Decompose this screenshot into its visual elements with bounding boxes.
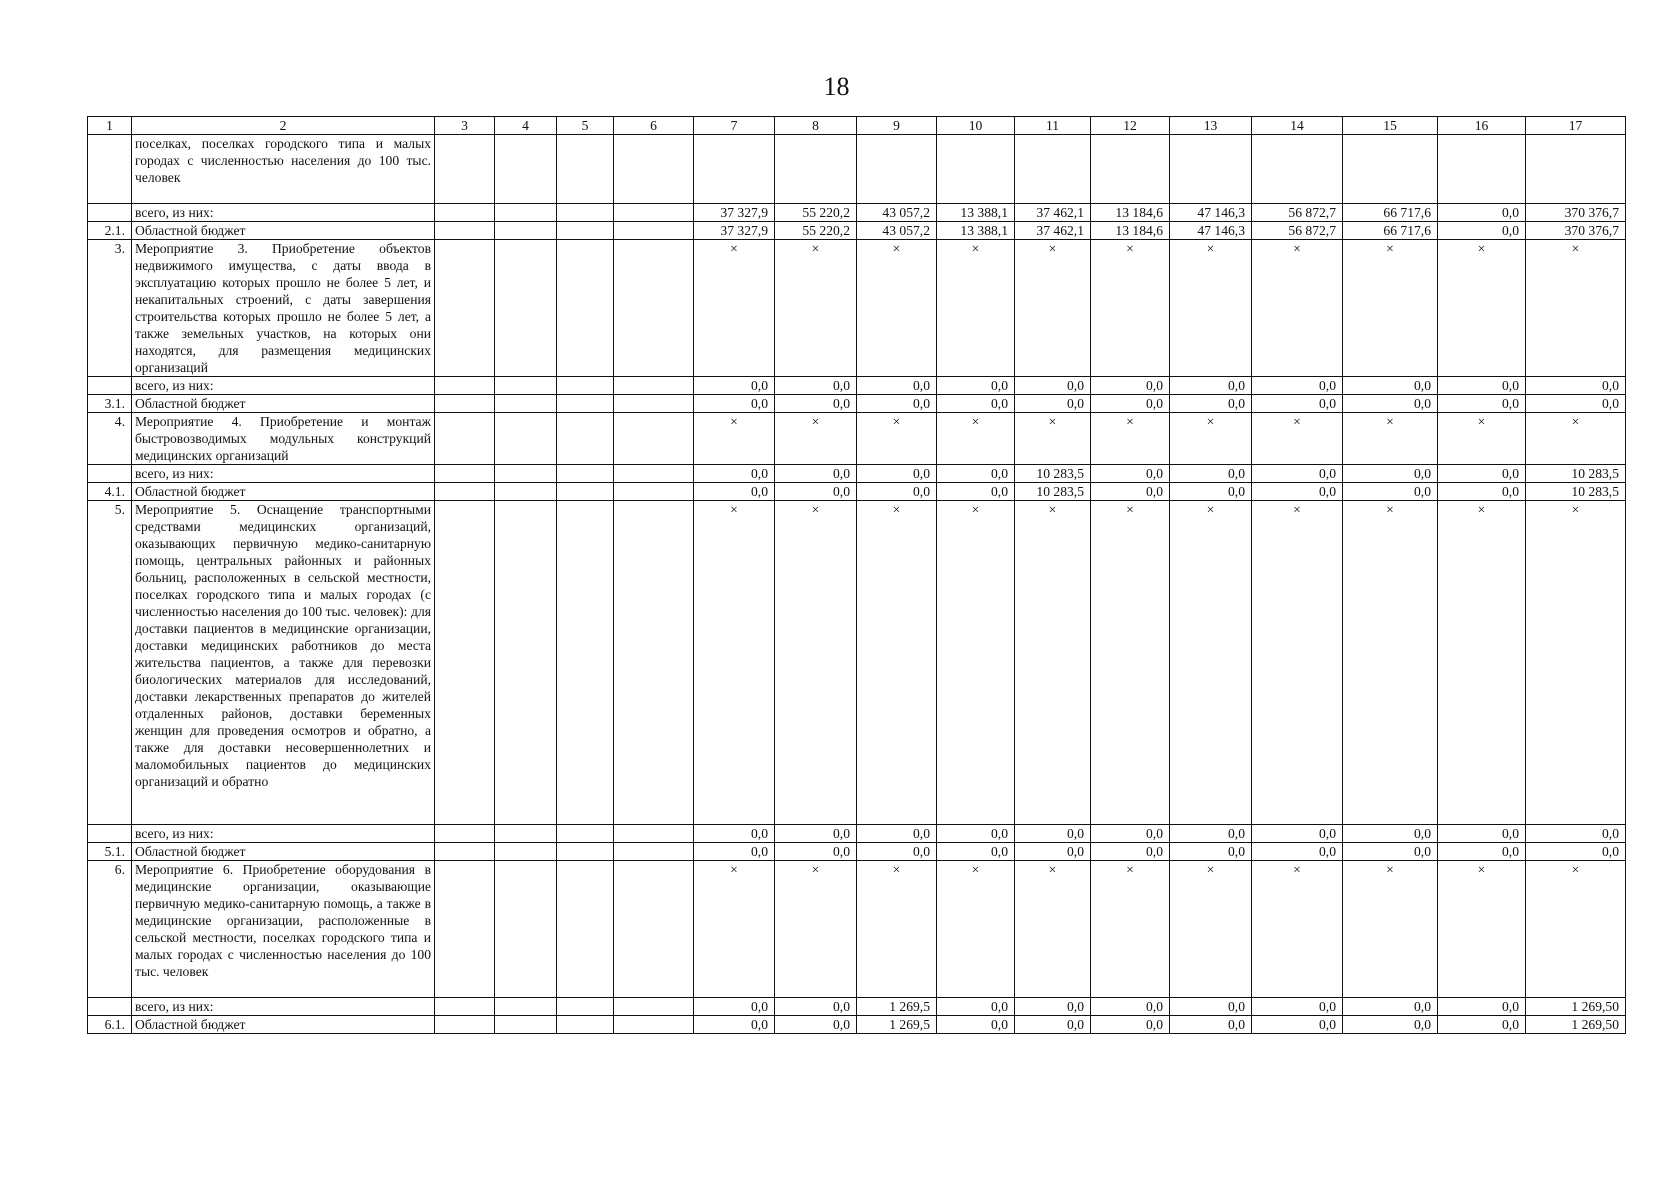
amount-cell: 0,0 xyxy=(694,1016,775,1034)
amount-cell: 0,0 xyxy=(1091,395,1170,413)
not-applicable-mark xyxy=(1170,135,1252,204)
amount-cell: 0,0 xyxy=(1252,465,1343,483)
amount-cell: 66 717,6 xyxy=(1343,222,1438,240)
page-number: 18 xyxy=(823,72,850,101)
not-applicable-mark: × xyxy=(775,861,857,998)
amount-cell: 0,0 xyxy=(1170,395,1252,413)
empty-cell xyxy=(557,135,614,204)
row-number: 5.1. xyxy=(88,843,132,861)
amount-cell: 10 283,5 xyxy=(1526,465,1626,483)
empty-cell xyxy=(557,483,614,501)
amount-row xyxy=(88,377,1626,395)
empty-cell xyxy=(435,825,495,843)
amount-cell: 0,0 xyxy=(1015,395,1091,413)
empty-cell xyxy=(614,861,694,998)
amount-row xyxy=(88,1016,1626,1034)
empty-cell xyxy=(495,222,557,240)
empty-cell xyxy=(557,998,614,1016)
amount-cell: 0,0 xyxy=(775,1016,857,1034)
row-number: 4.1. xyxy=(88,483,132,501)
amount-cell: 0,0 xyxy=(775,843,857,861)
funding-label: всего, из них: xyxy=(132,998,435,1016)
row-number xyxy=(88,135,132,204)
not-applicable-mark: × xyxy=(1343,501,1438,825)
amount-cell: 0,0 xyxy=(1091,843,1170,861)
funding-label: Областной бюджет xyxy=(132,1016,435,1034)
empty-cell xyxy=(435,240,495,377)
amount-cell: 0,0 xyxy=(937,395,1015,413)
measure-description: Мероприятие 6. Приобретение оборудования в медицинские организации, оказывающие первичную медико-санитарную помощь, а также в медицинские организации, расположенные в сельской местности, поселках городского типа и малых городах с численностью населения до 100 тыс. человек xyxy=(132,861,435,998)
amount-cell: 0,0 xyxy=(1091,998,1170,1016)
row-number xyxy=(88,204,132,222)
empty-cell xyxy=(557,843,614,861)
amount-cell: 10 283,5 xyxy=(1526,483,1626,501)
amount-cell: 0,0 xyxy=(937,465,1015,483)
amount-cell: 0,0 xyxy=(1170,483,1252,501)
amount-cell: 0,0 xyxy=(1170,998,1252,1016)
empty-cell xyxy=(495,465,557,483)
not-applicable-mark: × xyxy=(1015,861,1091,998)
not-applicable-mark: × xyxy=(1252,240,1343,377)
empty-cell xyxy=(495,501,557,825)
amount-cell: 1 269,50 xyxy=(1526,1016,1626,1034)
empty-cell xyxy=(557,465,614,483)
amount-cell: 43 057,2 xyxy=(857,204,937,222)
empty-cell xyxy=(495,413,557,465)
empty-cell xyxy=(614,825,694,843)
not-applicable-mark xyxy=(775,135,857,204)
empty-cell xyxy=(435,413,495,465)
empty-cell xyxy=(435,135,495,204)
amount-cell: 0,0 xyxy=(775,998,857,1016)
not-applicable-mark xyxy=(1526,135,1626,204)
not-applicable-mark xyxy=(857,135,937,204)
amount-row xyxy=(88,222,1626,240)
not-applicable-mark xyxy=(1252,135,1343,204)
amount-cell: 0,0 xyxy=(1091,1016,1170,1034)
amount-cell: 0,0 xyxy=(1091,465,1170,483)
amount-cell: 0,0 xyxy=(694,395,775,413)
amount-cell: 0,0 xyxy=(1252,843,1343,861)
not-applicable-mark: × xyxy=(1526,240,1626,377)
amount-cell: 0,0 xyxy=(1170,377,1252,395)
empty-cell xyxy=(557,204,614,222)
amount-cell: 370 376,7 xyxy=(1526,204,1626,222)
amount-row xyxy=(88,204,1626,222)
not-applicable-mark: × xyxy=(1438,413,1526,465)
amount-cell: 55 220,2 xyxy=(775,222,857,240)
row-number: 6. xyxy=(88,861,132,998)
empty-cell xyxy=(435,395,495,413)
amount-cell: 0,0 xyxy=(1252,395,1343,413)
row-number xyxy=(88,825,132,843)
empty-cell xyxy=(435,843,495,861)
amount-cell: 13 184,6 xyxy=(1091,204,1170,222)
not-applicable-mark xyxy=(937,135,1015,204)
empty-cell xyxy=(614,1016,694,1034)
empty-cell xyxy=(495,861,557,998)
amount-cell: 0,0 xyxy=(775,395,857,413)
not-applicable-mark: × xyxy=(1015,501,1091,825)
amount-cell: 0,0 xyxy=(694,843,775,861)
funding-label: Областной бюджет xyxy=(132,395,435,413)
amount-cell: 0,0 xyxy=(694,483,775,501)
header-cell: 3 xyxy=(435,117,495,135)
amount-cell: 0,0 xyxy=(857,395,937,413)
amount-cell: 37 462,1 xyxy=(1015,204,1091,222)
not-applicable-mark: × xyxy=(1526,861,1626,998)
amount-cell: 10 283,5 xyxy=(1015,465,1091,483)
amount-row xyxy=(88,843,1626,861)
not-applicable-mark xyxy=(1015,135,1091,204)
not-applicable-mark: × xyxy=(694,501,775,825)
not-applicable-mark: × xyxy=(937,861,1015,998)
not-applicable-mark: × xyxy=(1170,861,1252,998)
not-applicable-mark: × xyxy=(1170,413,1252,465)
not-applicable-mark: × xyxy=(1438,861,1526,998)
not-applicable-mark: × xyxy=(937,240,1015,377)
amount-cell: 0,0 xyxy=(1252,998,1343,1016)
measure-description-row xyxy=(88,861,1626,998)
empty-cell xyxy=(614,135,694,204)
empty-cell xyxy=(614,998,694,1016)
amount-cell: 370 376,7 xyxy=(1526,222,1626,240)
amount-cell: 0,0 xyxy=(1438,395,1526,413)
amount-row xyxy=(88,998,1626,1016)
empty-cell xyxy=(557,413,614,465)
amount-cell: 0,0 xyxy=(1438,483,1526,501)
amount-cell: 37 327,9 xyxy=(694,204,775,222)
amount-cell: 0,0 xyxy=(1343,465,1438,483)
not-applicable-mark: × xyxy=(857,413,937,465)
not-applicable-mark: × xyxy=(1015,413,1091,465)
row-number xyxy=(88,465,132,483)
amount-row xyxy=(88,395,1626,413)
amount-cell: 43 057,2 xyxy=(857,222,937,240)
not-applicable-mark: × xyxy=(937,501,1015,825)
empty-cell xyxy=(614,240,694,377)
not-applicable-mark: × xyxy=(937,413,1015,465)
amount-cell: 0,0 xyxy=(694,465,775,483)
amount-cell: 0,0 xyxy=(857,483,937,501)
header-cell: 1 xyxy=(88,117,132,135)
budget-table xyxy=(87,116,1626,1034)
empty-cell xyxy=(557,861,614,998)
amount-cell: 0,0 xyxy=(1343,395,1438,413)
not-applicable-mark: × xyxy=(857,240,937,377)
header-cell: 10 xyxy=(937,117,1015,135)
not-applicable-mark: × xyxy=(857,501,937,825)
amount-cell: 37 462,1 xyxy=(1015,222,1091,240)
amount-cell: 0,0 xyxy=(857,377,937,395)
header-cell: 14 xyxy=(1252,117,1343,135)
amount-cell: 0,0 xyxy=(1343,998,1438,1016)
amount-cell: 0,0 xyxy=(1252,377,1343,395)
amount-cell: 47 146,3 xyxy=(1170,204,1252,222)
empty-cell xyxy=(614,501,694,825)
amount-row xyxy=(88,825,1626,843)
header-cell: 16 xyxy=(1438,117,1526,135)
amount-cell: 0,0 xyxy=(937,998,1015,1016)
not-applicable-mark: × xyxy=(1091,240,1170,377)
not-applicable-mark: × xyxy=(1170,501,1252,825)
amount-cell: 0,0 xyxy=(775,377,857,395)
amount-cell: 13 388,1 xyxy=(937,222,1015,240)
empty-cell xyxy=(495,377,557,395)
not-applicable-mark: × xyxy=(857,861,937,998)
amount-cell: 0,0 xyxy=(1252,825,1343,843)
row-number: 3. xyxy=(88,240,132,377)
amount-cell: 0,0 xyxy=(775,483,857,501)
funding-label: Областной бюджет xyxy=(132,222,435,240)
amount-cell: 0,0 xyxy=(1526,843,1626,861)
header-cell: 9 xyxy=(857,117,937,135)
amount-cell: 0,0 xyxy=(857,843,937,861)
amount-cell: 0,0 xyxy=(1015,825,1091,843)
amount-cell: 0,0 xyxy=(1252,483,1343,501)
not-applicable-mark xyxy=(694,135,775,204)
not-applicable-mark: × xyxy=(775,501,857,825)
header-cell: 2 xyxy=(132,117,435,135)
amount-cell: 0,0 xyxy=(694,998,775,1016)
amount-cell: 13 184,6 xyxy=(1091,222,1170,240)
amount-cell: 0,0 xyxy=(1015,1016,1091,1034)
empty-cell xyxy=(614,222,694,240)
amount-cell: 47 146,3 xyxy=(1170,222,1252,240)
amount-cell: 0,0 xyxy=(937,377,1015,395)
not-applicable-mark xyxy=(1438,135,1526,204)
measure-description: поселках, поселках городского типа и малых городах с численностью населения до 100 тыс. человек xyxy=(132,135,435,204)
amount-cell: 0,0 xyxy=(1343,1016,1438,1034)
amount-cell: 0,0 xyxy=(1438,377,1526,395)
amount-cell: 0,0 xyxy=(937,825,1015,843)
measure-description-row xyxy=(88,501,1626,825)
header-cell: 15 xyxy=(1343,117,1438,135)
amount-cell: 0,0 xyxy=(1170,1016,1252,1034)
amount-cell: 37 327,9 xyxy=(694,222,775,240)
empty-cell xyxy=(435,483,495,501)
not-applicable-mark: × xyxy=(775,413,857,465)
not-applicable-mark: × xyxy=(1015,240,1091,377)
empty-cell xyxy=(495,204,557,222)
funding-label: Областной бюджет xyxy=(132,483,435,501)
amount-cell: 0,0 xyxy=(1438,222,1526,240)
amount-cell: 13 388,1 xyxy=(937,204,1015,222)
amount-cell: 1 269,5 xyxy=(857,1016,937,1034)
amount-cell: 56 872,7 xyxy=(1252,222,1343,240)
funding-label: всего, из них: xyxy=(132,204,435,222)
amount-cell: 0,0 xyxy=(1438,465,1526,483)
amount-cell: 55 220,2 xyxy=(775,204,857,222)
amount-cell: 0,0 xyxy=(1343,843,1438,861)
amount-row xyxy=(88,465,1626,483)
amount-cell: 0,0 xyxy=(1526,825,1626,843)
header-cell: 12 xyxy=(1091,117,1170,135)
funding-label: всего, из них: xyxy=(132,377,435,395)
measure-description-row xyxy=(88,240,1626,377)
not-applicable-mark: × xyxy=(775,240,857,377)
funding-label: Областной бюджет xyxy=(132,843,435,861)
amount-cell: 0,0 xyxy=(694,825,775,843)
amount-cell: 0,0 xyxy=(1091,483,1170,501)
amount-cell: 0,0 xyxy=(1015,998,1091,1016)
amount-cell: 0,0 xyxy=(1343,483,1438,501)
amount-cell: 10 283,5 xyxy=(1015,483,1091,501)
empty-cell xyxy=(495,998,557,1016)
empty-cell xyxy=(495,483,557,501)
empty-cell xyxy=(495,843,557,861)
header-cell: 17 xyxy=(1526,117,1626,135)
funding-label: всего, из них: xyxy=(132,825,435,843)
amount-row xyxy=(88,483,1626,501)
amount-cell: 0,0 xyxy=(1015,843,1091,861)
amount-cell: 0,0 xyxy=(1252,1016,1343,1034)
amount-cell: 0,0 xyxy=(1526,377,1626,395)
not-applicable-mark: × xyxy=(1343,240,1438,377)
not-applicable-mark: × xyxy=(1091,413,1170,465)
amount-cell: 0,0 xyxy=(1438,1016,1526,1034)
amount-cell: 0,0 xyxy=(1170,843,1252,861)
not-applicable-mark: × xyxy=(1091,861,1170,998)
empty-cell xyxy=(495,1016,557,1034)
empty-cell xyxy=(614,413,694,465)
empty-cell xyxy=(614,395,694,413)
not-applicable-mark: × xyxy=(1252,413,1343,465)
row-number: 6.1. xyxy=(88,1016,132,1034)
empty-cell xyxy=(614,204,694,222)
empty-cell xyxy=(557,1016,614,1034)
not-applicable-mark: × xyxy=(1252,861,1343,998)
row-number xyxy=(88,377,132,395)
empty-cell xyxy=(435,1016,495,1034)
row-number: 4. xyxy=(88,413,132,465)
empty-cell xyxy=(557,240,614,377)
not-applicable-mark: × xyxy=(694,413,775,465)
not-applicable-mark: × xyxy=(1526,501,1626,825)
row-number: 3.1. xyxy=(88,395,132,413)
not-applicable-mark: × xyxy=(694,861,775,998)
row-number xyxy=(88,998,132,1016)
amount-cell: 0,0 xyxy=(1091,825,1170,843)
not-applicable-mark: × xyxy=(694,240,775,377)
measure-description: Мероприятие 5. Оснащение транспортными средствами медицинских организаций, оказывающих первичную медико-санитарную помощь, центральных районных и районных больниц, расположенных в сельской местности, поселках городского типа и малых городах (с численностью населения до 100 тыс. человек): для доставки пациентов в медицинские организации, доставки медицинских работников до места жительства пациентов, а также для перевозки биологических материалов для исследований, доставки лекарственных препаратов до жителей отдаленных районов, доставки беременных женщин для проведения осмотров и обратно, а также для доставки несовершеннолетних и маломобильных пациентов до медицинских организаций и обратно xyxy=(132,501,435,825)
amount-cell: 0,0 xyxy=(1170,465,1252,483)
empty-cell xyxy=(435,204,495,222)
not-applicable-mark: × xyxy=(1526,413,1626,465)
amount-cell: 1 269,5 xyxy=(857,998,937,1016)
empty-cell xyxy=(495,135,557,204)
empty-cell xyxy=(557,501,614,825)
empty-cell xyxy=(435,998,495,1016)
empty-cell xyxy=(557,377,614,395)
amount-cell: 0,0 xyxy=(937,1016,1015,1034)
amount-cell: 0,0 xyxy=(1438,998,1526,1016)
amount-cell: 0,0 xyxy=(1343,825,1438,843)
amount-cell: 0,0 xyxy=(1015,377,1091,395)
amount-cell: 0,0 xyxy=(937,483,1015,501)
header-cell: 7 xyxy=(694,117,775,135)
amount-cell: 0,0 xyxy=(1170,825,1252,843)
amount-cell: 0,0 xyxy=(1343,377,1438,395)
empty-cell xyxy=(435,465,495,483)
measure-description-row xyxy=(88,135,1626,204)
row-number: 2.1. xyxy=(88,222,132,240)
header-cell: 11 xyxy=(1015,117,1091,135)
amount-cell: 66 717,6 xyxy=(1343,204,1438,222)
row-number: 5. xyxy=(88,501,132,825)
empty-cell xyxy=(614,483,694,501)
measure-description-row xyxy=(88,413,1626,465)
amount-cell: 0,0 xyxy=(1526,395,1626,413)
amount-cell: 0,0 xyxy=(1438,825,1526,843)
measure-description: Мероприятие 3. Приобретение объектов недвижимого имущества, с даты ввода в эксплуатацию которых прошло не более 5 лет, и некапитальных строений, с даты завершения строительства которых прошло не более 5 лет, а также земельных участков, на которых они находятся, для размещения медицинских организаций xyxy=(132,240,435,377)
amount-cell: 0,0 xyxy=(775,825,857,843)
empty-cell xyxy=(495,240,557,377)
not-applicable-mark: × xyxy=(1343,413,1438,465)
amount-cell: 0,0 xyxy=(857,465,937,483)
amount-cell: 0,0 xyxy=(1091,377,1170,395)
not-applicable-mark: × xyxy=(1252,501,1343,825)
not-applicable-mark: × xyxy=(1438,240,1526,377)
amount-cell: 1 269,50 xyxy=(1526,998,1626,1016)
header-cell: 13 xyxy=(1170,117,1252,135)
funding-label: всего, из них: xyxy=(132,465,435,483)
header-cell: 5 xyxy=(557,117,614,135)
not-applicable-mark xyxy=(1343,135,1438,204)
empty-cell xyxy=(495,395,557,413)
measure-description: Мероприятие 4. Приобретение и монтаж быстровозводимых модульных конструкций медицинских организаций xyxy=(132,413,435,465)
empty-cell xyxy=(557,825,614,843)
empty-cell xyxy=(435,222,495,240)
empty-cell xyxy=(435,861,495,998)
amount-cell: 0,0 xyxy=(857,825,937,843)
empty-cell xyxy=(557,222,614,240)
not-applicable-mark: × xyxy=(1438,501,1526,825)
empty-cell xyxy=(435,501,495,825)
empty-cell xyxy=(614,465,694,483)
amount-cell: 0,0 xyxy=(1438,204,1526,222)
header-cell: 6 xyxy=(614,117,694,135)
header-cell: 4 xyxy=(495,117,557,135)
not-applicable-mark xyxy=(1091,135,1170,204)
amount-cell: 0,0 xyxy=(775,465,857,483)
amount-cell: 56 872,7 xyxy=(1252,204,1343,222)
amount-cell: 0,0 xyxy=(694,377,775,395)
not-applicable-mark: × xyxy=(1170,240,1252,377)
empty-cell xyxy=(495,825,557,843)
empty-cell xyxy=(614,843,694,861)
header-cell: 8 xyxy=(775,117,857,135)
amount-cell: 0,0 xyxy=(1438,843,1526,861)
not-applicable-mark: × xyxy=(1091,501,1170,825)
empty-cell xyxy=(435,377,495,395)
header-row xyxy=(88,117,1626,135)
empty-cell xyxy=(614,377,694,395)
empty-cell xyxy=(557,395,614,413)
not-applicable-mark: × xyxy=(1343,861,1438,998)
amount-cell: 0,0 xyxy=(937,843,1015,861)
